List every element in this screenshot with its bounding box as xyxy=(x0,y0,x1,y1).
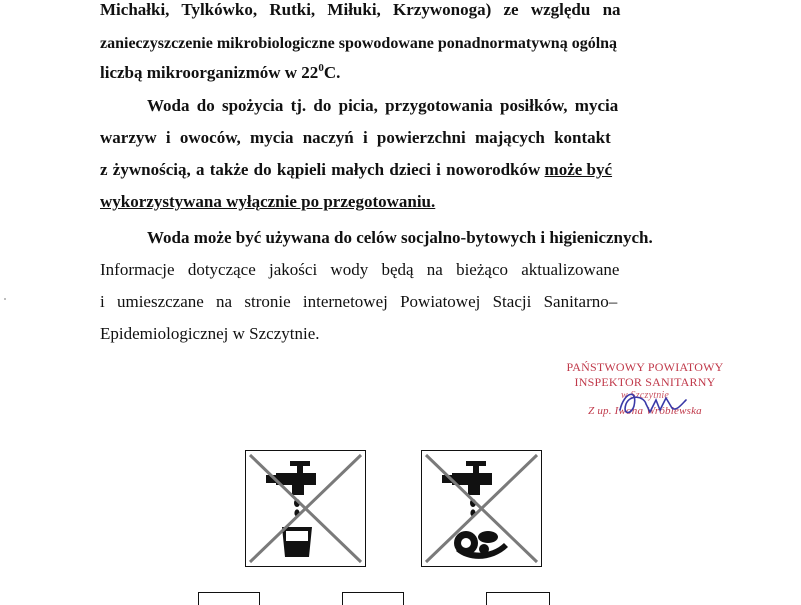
paragraph-2-line-3-text: z żywnością, a także do kąpieli małych dzieci i noworodków xyxy=(100,160,541,179)
paragraph-2-line-1-text: Woda do spożycia tj. do picia, przygotowania posiłków, mycia xyxy=(147,96,619,115)
paragraph-3-line-1-text: Woda może być używana do celów socjalno-bytowych i higienicznych. xyxy=(147,228,653,247)
paragraph-3-line-2-text: Informacje dotyczące jakości wody będą na bieżąco aktualizowane xyxy=(100,260,620,279)
stamp-line-4: Z up. Iwona Wróblewska xyxy=(588,405,702,417)
paragraph-3-line-4 xyxy=(100,324,320,344)
paragraph-1-line-1-text: Michałki, Tylkówko, Rutki, Miłuki, Krzywonoga) ze względu na xyxy=(100,0,621,19)
paragraph-2-line-3 xyxy=(100,160,712,180)
paragraph-3-line-4-text: Epidemiologicznej w Szczytnie. xyxy=(100,324,320,343)
stamp-line-1: PAŃSTWOWY POWIATOWY xyxy=(566,360,724,374)
bottom-box-3 xyxy=(486,592,550,605)
paragraph-2-underlined-a: może być xyxy=(544,160,613,179)
paragraph-3-line-1 xyxy=(147,228,653,248)
bottom-box-2 xyxy=(342,592,404,605)
bottom-box-1 xyxy=(198,592,260,605)
stamp-line-2: INSPEKTOR SANITARNY xyxy=(574,375,716,389)
no-drinking-graphic xyxy=(246,451,365,566)
paragraph-3-line-3 xyxy=(100,292,617,312)
scan-speck xyxy=(4,298,6,300)
paragraph-3-line-2 xyxy=(100,260,619,280)
paragraph-1-line-3-text: liczbą mikroorganizmów w 22 xyxy=(100,63,319,82)
no-drinking-icon xyxy=(245,450,366,567)
paragraph-2-line-2 xyxy=(100,128,712,148)
signature-icon xyxy=(610,382,690,422)
paragraph-2-line-1 xyxy=(147,96,712,116)
paragraph-2-line-4 xyxy=(100,192,435,212)
paragraph-1-line-1 xyxy=(100,0,712,20)
stamp-line-3: w Szczytnie xyxy=(620,390,670,401)
paragraph-1-line-3-end: C. xyxy=(323,63,341,82)
no-washing-food-icon xyxy=(421,450,542,567)
paragraph-2-line-2-text: warzyw i owoców, mycia naczyń i powierzchni mających kontakt xyxy=(100,128,611,147)
degree-superscript: 0 xyxy=(318,62,324,74)
paragraph-1-line-3 xyxy=(100,63,340,83)
no-washing-food-graphic xyxy=(422,451,541,566)
paragraph-2-underlined-b: wykorzystywana wyłącznie po przegotowaniu. xyxy=(100,192,436,211)
paragraph-1-line-2 xyxy=(100,33,712,54)
paragraph-3-line-3-text: i umieszczane na stronie internetowej Powiatowej Stacji Sanitarno– xyxy=(100,292,618,311)
paragraph-1-line-2-text: zanieczyszczenie mikrobiologiczne spowodowane ponadnormatywną ogólną xyxy=(100,35,618,52)
